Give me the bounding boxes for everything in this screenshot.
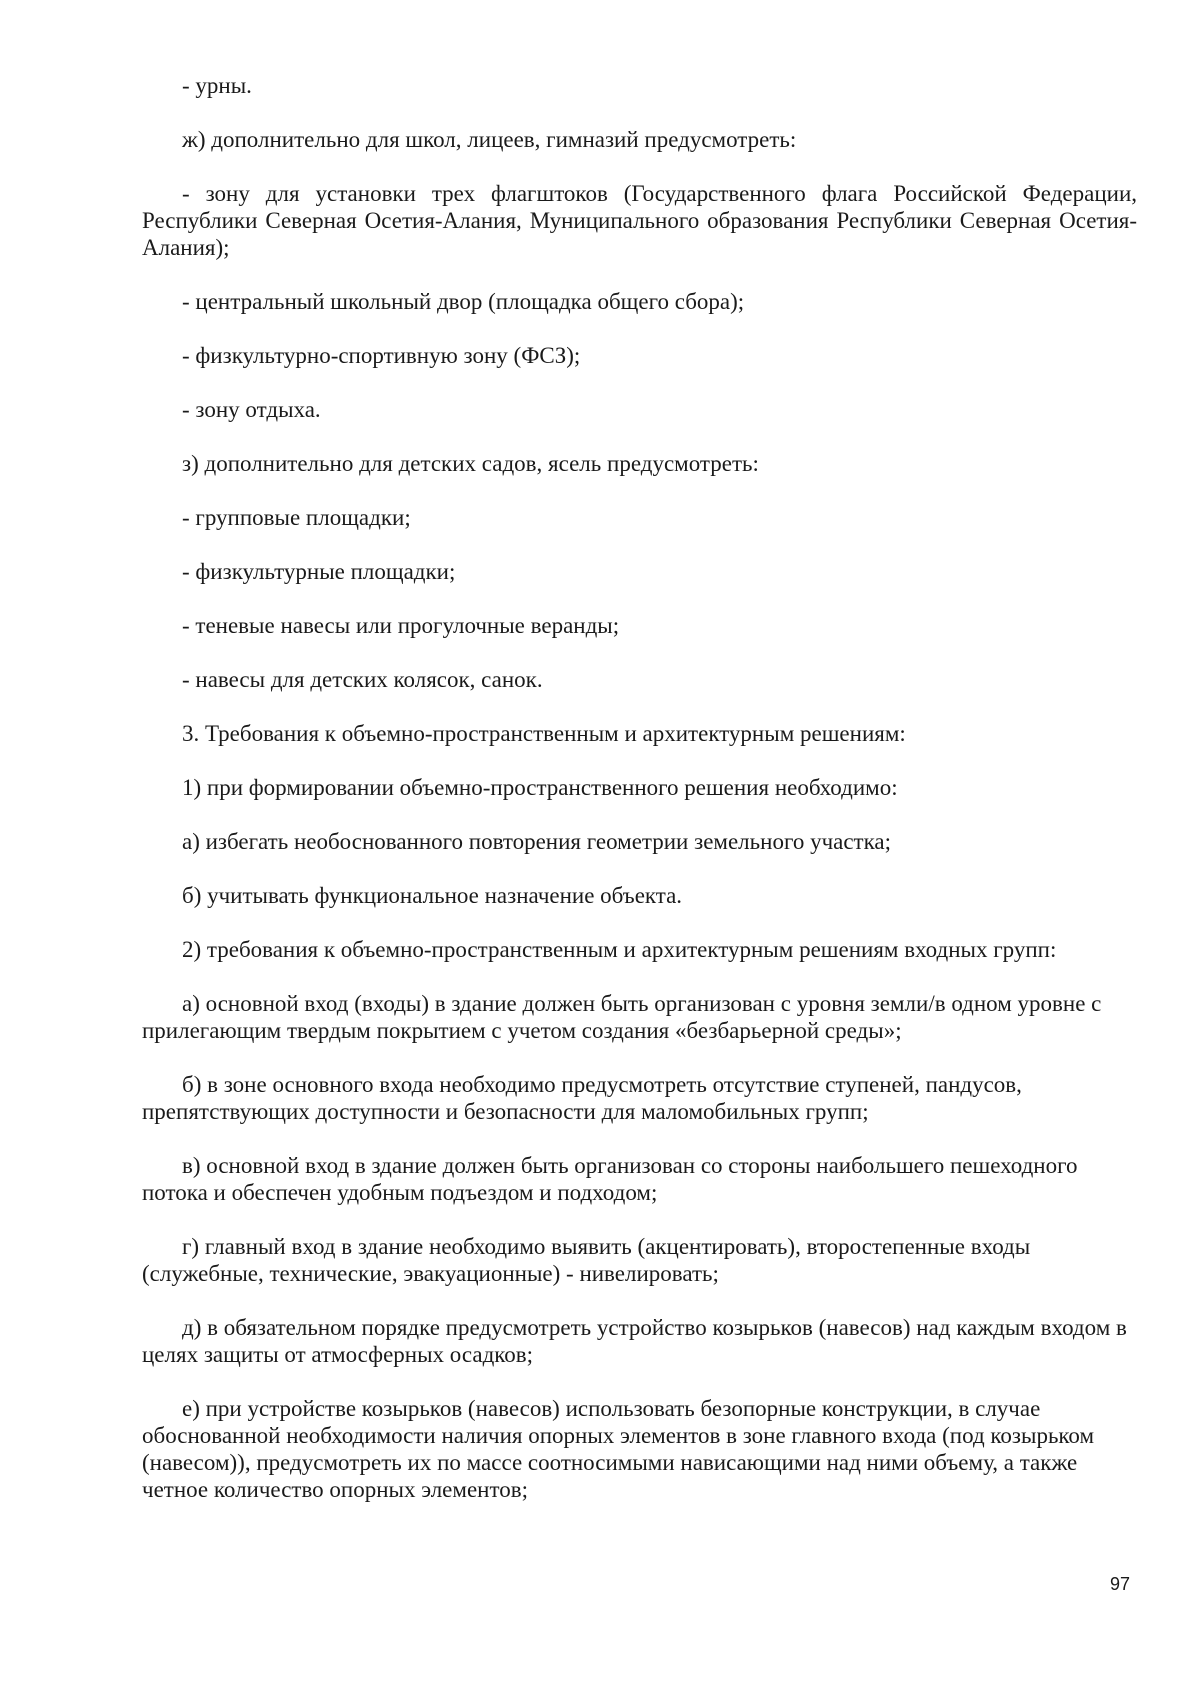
list-item-sports-zone: - физкультурно-спортивную зону (ФСЗ);: [182, 343, 581, 368]
list-item-urns: - урны.: [182, 73, 252, 98]
item-2a: а) основной вход (входы) в здание должен быть организован с уровня земли/в одном уровне с прилегающим твердым покрытием с учетом создания «безбарьерной среды»;: [142, 991, 1102, 1043]
item-1a: а) избегать необоснованного повторения геометрии земельного участка;: [182, 829, 892, 854]
page-body: [142, 72, 1137, 1530]
item-1-heading: 1) при формировании объемно-пространственного решения необходимо:: [182, 775, 898, 800]
list-item-sports-areas: - физкультурные площадки;: [182, 559, 456, 584]
item-2d: д) в обязательном порядке предусмотреть устройство козырьков (навесов) над каждым входом в целях защиты от атмосферных осадков;: [142, 1315, 1127, 1367]
list-item-group-areas: - групповые площадки;: [182, 505, 411, 530]
list-item-flagpoles: - зону для установки трех флагштоков (Государственного флага Российской Федерации, Республики Северная Осетия-Алания, Муниципального образования Республики Северная Осетия-Алания);: [142, 181, 1137, 260]
item-2g: г) главный вход в здание необходимо выявить (акцентировать), второстепенные входы (служебные, технические, эвакуационные) - нивелировать;: [142, 1234, 1031, 1286]
list-item-school-yard: - центральный школьный двор (площадка общего сбора);: [182, 289, 745, 314]
item-2b: б) в зоне основного входа необходимо предусмотреть отсутствие ступеней, пандусов, препятствующих доступности и безопасности для маломобильных групп;: [142, 1072, 1022, 1124]
section-3-heading: 3. Требования к объемно-пространственным и архитектурным решениям:: [182, 721, 906, 746]
item-2e: е) при устройстве козырьков (навесов) использовать безопорные конструкции, в случае обоснованной необходимости наличия опорных элементов в зоне главного входа (под козырьком (навесом)), предусмотреть их по массе соотносимыми нависающими над ними объему, а также четное количество опорных элементов;: [142, 1396, 1095, 1502]
schools-heading: ж) дополнительно для школ, лицеев, гимназий предусмотреть:: [182, 127, 797, 152]
list-item-verandas: - теневые навесы или прогулочные веранды;: [182, 613, 620, 638]
list-item-stroller-canopies: - навесы для детских колясок, санок.: [182, 667, 543, 692]
kindergartens-heading: з) дополнительно для детских садов, ясель предусмотреть:: [182, 451, 759, 476]
item-2-heading: 2) требования к объемно-пространственным и архитектурным решениям входных групп:: [182, 937, 1057, 962]
item-1b: б) учитывать функциональное назначение объекта.: [182, 883, 683, 908]
page-number: 97: [1110, 1574, 1131, 1594]
item-2v: в) основной вход в здание должен быть организован со стороны наибольшего пешеходного потока и обеспечен удобным подъездом и подходом;: [142, 1153, 1078, 1205]
list-item-rest-zone: - зону отдыха.: [182, 397, 321, 422]
